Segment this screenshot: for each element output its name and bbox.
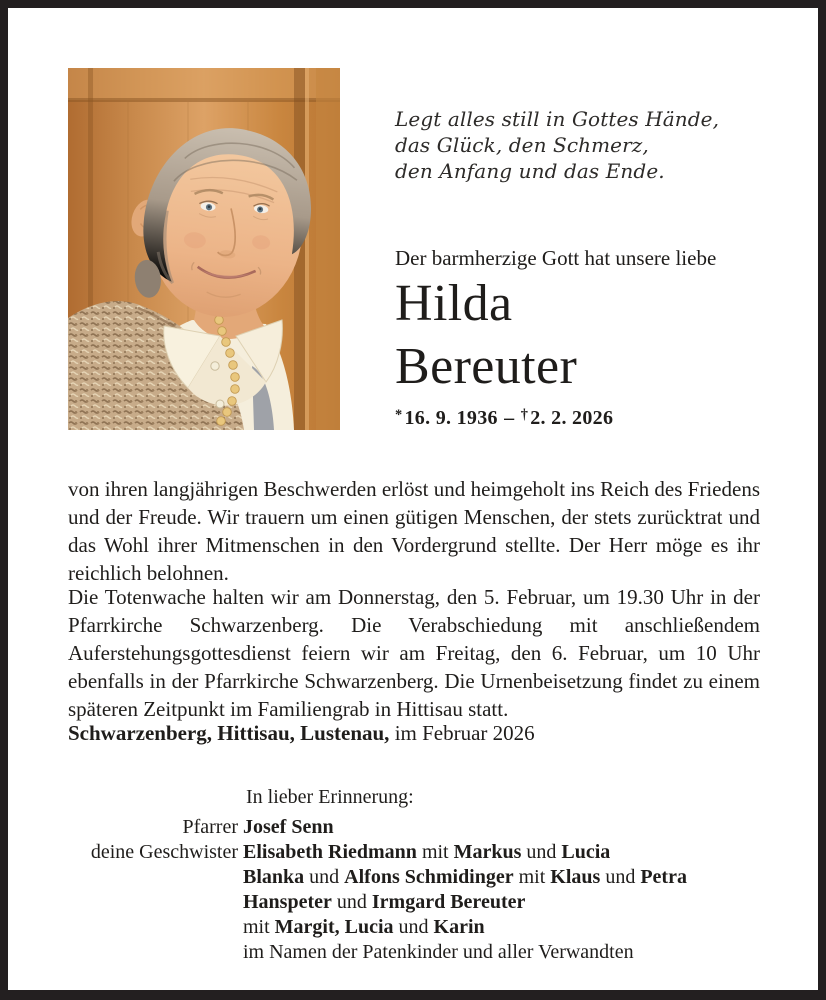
connector-text: und [521,841,562,863]
memorial-names-line [243,840,774,865]
month-year: im Februar 2026 [394,721,535,745]
memorial-names-line [243,915,774,940]
place-date-line [68,719,535,747]
portrait-illustration [68,68,340,430]
deceased-last-name: Bereuter [395,338,578,395]
memorial-row [68,915,774,940]
memorial-row [68,815,774,840]
memorial-names-line [243,940,774,965]
memorial-role-label [68,940,243,965]
person-name: Elisabeth Riedmann [243,841,417,863]
condolence-verse [395,106,763,184]
death-symbol: † [520,406,529,423]
person-name: Josef Senn [243,816,334,838]
person-name: Petra [640,866,687,888]
connector-text: und [331,891,372,913]
memorial-heading: In lieber Erinnerung: [246,786,414,808]
memorial-row [68,940,774,965]
connector-text: mit [243,916,275,938]
memorial-row [68,865,774,890]
obituary-paragraph-1: von ihren langjährigen Beschwerden erlöst und heimgeholt ins Reich des Friedens und der Freude. Wir trauern um einen gütigen Menschen, der stets zurücktrat und das Wohl ihrer Mitmenschen in den Vordergrund stellte. Der Herr möge es ihr reichlich belohnen. [68,477,760,585]
memorial-role-label [68,890,243,915]
memorial-names-line [243,815,774,840]
person-name: Blanka [243,866,305,888]
obituary-paragraph-2: Die Totenwache halten wir am Donnerstag, den 5. Februar, um 19.30 Uhr in der Pfarrkirche Schwarzenberg. Die Verabschiedung mit anschließendem Auferstehungsgottesdienst feiern wir am Freitag, den 6. Februar, um 10 Uhr ebenfalls in der Pfarrkirche Schwarzenberg. Die Urnenbeisetzung findet zu einem späteren Zeitpunkt im Familiengrab in Hittisau statt. [68,585,760,721]
deceased-first-name: Hilda [395,275,513,332]
quote-line: Legt alles still in Gottes Hände, [395,107,720,131]
connector-text: mit [416,841,454,863]
places-list: Schwarzenberg, Hittisau, Lustenau, [68,721,390,745]
person-name: Lucia [561,841,611,863]
memorial-row [68,890,774,915]
memorial-names-line [243,865,774,890]
person-name: Irmgard Bereuter [371,891,526,913]
quote-line: den Anfang und das Ende. [395,159,665,183]
memorial-role-label [68,915,243,940]
memorial-names-line [243,890,774,915]
birth-date: 16. 9. 1936 [404,407,498,429]
header-column [395,106,763,430]
connector-text: und [600,866,641,888]
memorial-row [68,840,774,865]
person-name: Alfons Schmidinger [344,866,514,888]
portrait-photo [68,68,340,430]
person-name: Markus [453,841,522,863]
person-name: Margit, Lucia [274,916,394,938]
memorial-role-label: Pfarrer [182,816,238,838]
quote-line: das Glück, den Schmerz, [395,133,649,157]
memorial-rows [68,815,774,965]
life-dates [395,407,763,430]
memorial-role-label: deine Geschwister [90,841,238,863]
intro-line: Der barmherzige Gott hat unsere liebe [395,246,717,270]
memorial-section [68,785,774,965]
person-name: Klaus [550,866,601,888]
memorial-role-label [68,865,243,890]
birth-symbol: * [395,406,403,423]
connector-text: mit [513,866,551,888]
connector-text: im Namen der Patenkinder und aller Verwandten [243,941,634,963]
dates-separator: – [504,407,515,429]
deceased-name [395,272,763,398]
person-name: Karin [433,916,485,938]
connector-text: und [393,916,434,938]
person-name: Hanspeter [243,891,332,913]
connector-text: und [304,866,345,888]
death-date: 2. 2. 2026 [530,407,614,429]
